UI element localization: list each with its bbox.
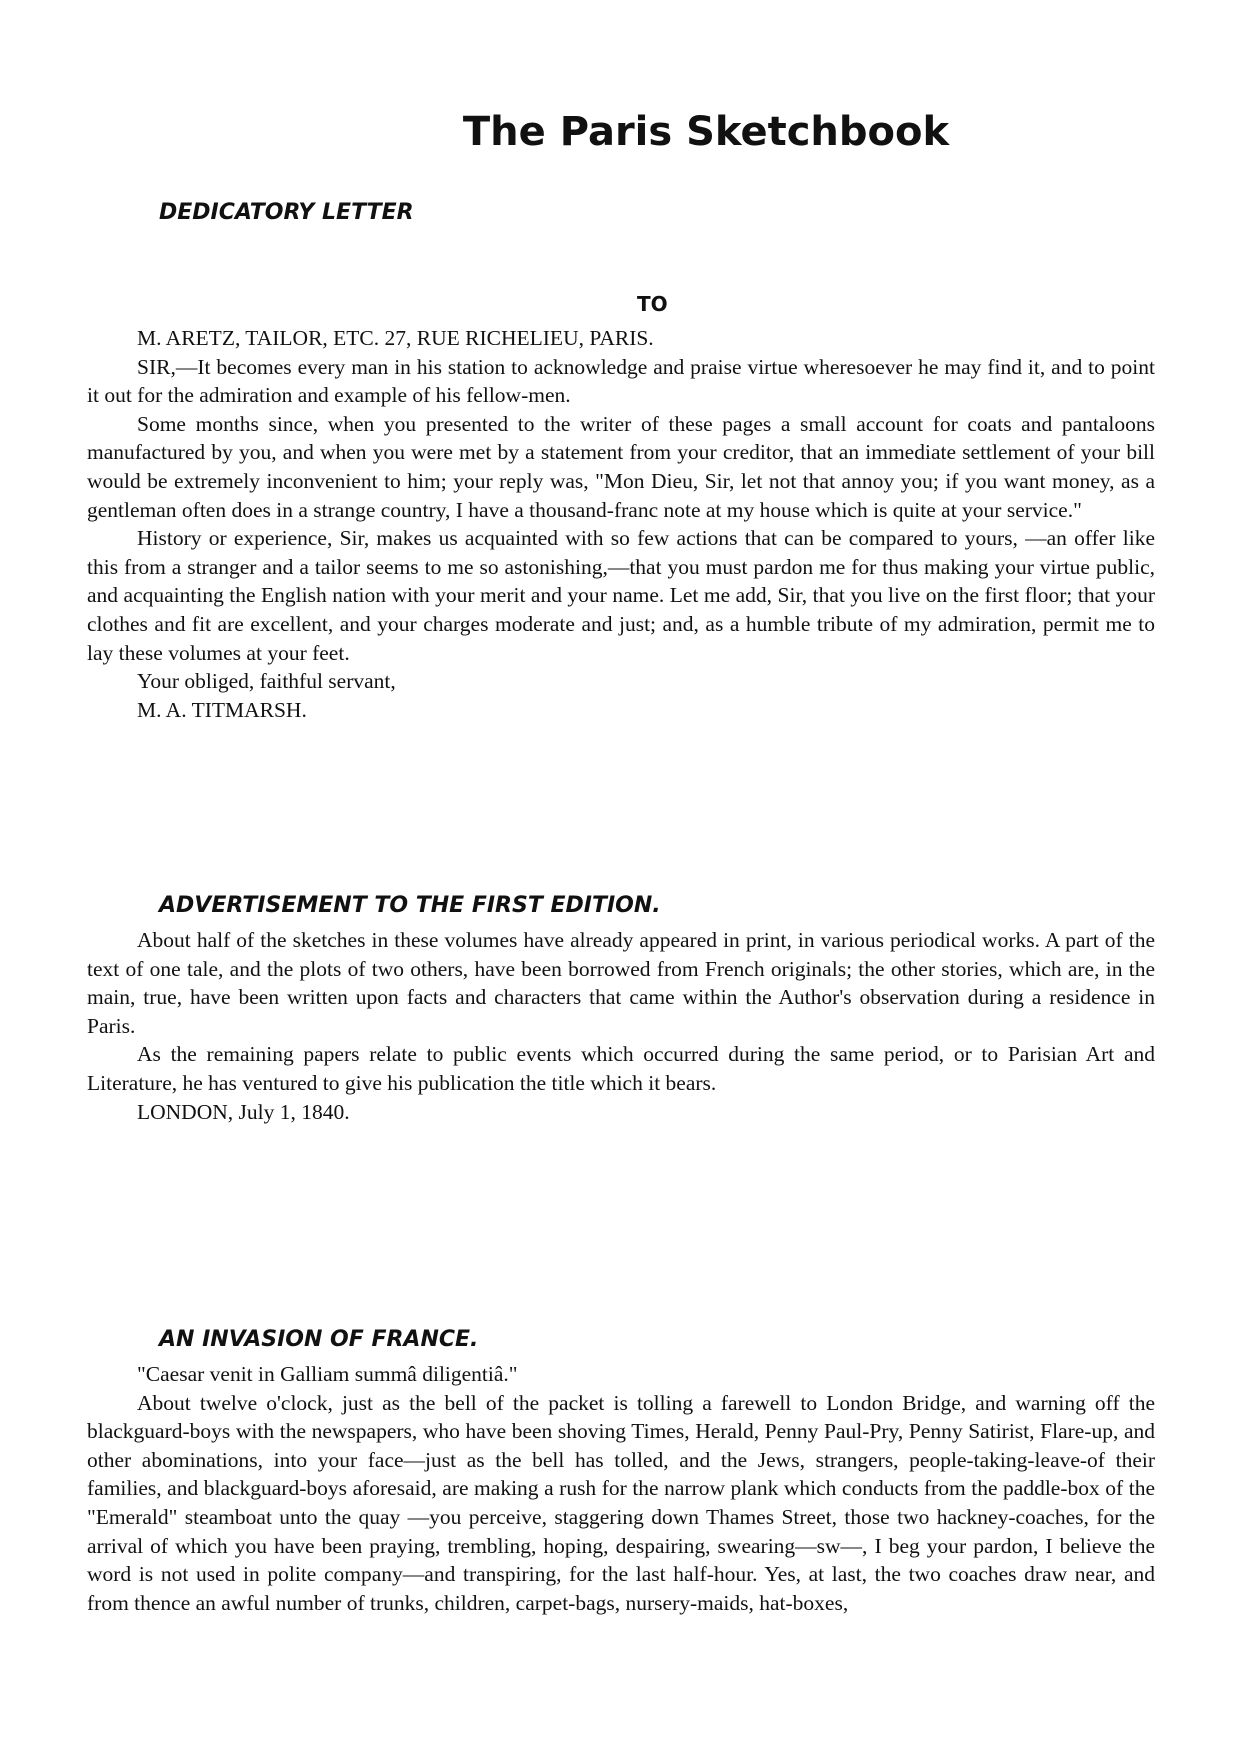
- paragraph: About half of the sketches in these volumes have already appeared in print, in various periodical works. A part of the text of one tale, and the plots of two others, have been borrowed from French originals; the other stories, which are, in the main, true, have been written upon facts and characters that came within the Author's observation during a residence in Paris.: [87, 928, 1155, 1038]
- book-title: The Paris Sketchbook: [462, 109, 950, 155]
- paragraph-dateline: LONDON, July 1, 1840.: [137, 1099, 350, 1124]
- advertisement-body: [87, 926, 1155, 1126]
- paragraph-addressee: M. ARETZ, TAILOR, ETC. 27, RUE RICHELIEU, PARIS.: [137, 326, 654, 350]
- paragraph-epigraph: "Caesar venit in Galliam summâ diligentiâ.": [137, 1362, 518, 1386]
- section-heading-invasion-of-france: AN INVASION OF FRANCE.: [159, 1327, 479, 1352]
- section-heading-dedicatory-letter: DEDICATORY LETTER: [159, 200, 414, 225]
- paragraph: Some months since, when you presented to the writer of these pages a small account for coats and pantaloons manufactured by you, and when you were met by a statement from your creditor, that an immediate settlement of your bill would be extremely inconvenient to him; your reply was, "Mon Dieu, Sir, let not that annoy you; if you want money, as a gentleman often does in a strange country, I have a thousand-franc note at my house which is quite at your service.": [87, 411, 1155, 522]
- paragraph-signature: M. A. TITMARSH.: [137, 697, 307, 722]
- paragraph: As the remaining papers relate to public events which occurred during the same period, or to Parisian Art and Literature, he has ventured to give his publication the title which it bears.: [87, 1042, 1155, 1095]
- section-heading-advertisement: ADVERTISEMENT TO THE FIRST EDITION.: [159, 893, 661, 918]
- paragraph: History or experience, Sir, makes us acquainted with so few actions that can be compared to yours, —an offer like this from a stranger and a tailor seems to me so astonishing,—that you must pardon me for thus making your virtue public, and acquainting the English nation with your merit and your name. Let me add, Sir, that you live on the first floor; that your clothes and fit are excellent, and your charges moderate and just; and, as a humble tribute of my admiration, permit me to lay these volumes at your feet.: [87, 526, 1155, 665]
- invasion-of-france-body: [87, 1360, 1155, 1617]
- section-subheading-to: TO: [637, 292, 668, 316]
- paragraph: About twelve o'clock, just as the bell of the packet is tolling a farewell to London Bridge, and warning off the blackguard-boys with the newspapers, who have been shoving Times, Herald, Penny Paul-Pry, Penny Satirist, Flare-up, and other abominations, into your face—just as the bell has tolled, and the Jews, strangers, people-taking-leave-of their families, and blackguard-boys aforesaid, are making a rush for the narrow plank which conducts from the paddle-box of the "Emerald" steamboat unto the quay —you perceive, staggering down Thames Street, those two hackney-coaches, for the arrival of which you have been praying, trembling, hoping, despairing, swearing—sw—, I beg your pardon, I believe the word is not used in polite company—and transpiring, for the last half-hour. Yes, at last, the two coaches draw near, and from thence an awful number of trunks, children, carpet-bags, nursery-maids, hat-boxes,: [87, 1390, 1155, 1615]
- paragraph: SIR,—It becomes every man in his station to acknowledge and praise virtue wheresoever he may find it, and to point it out for the admiration and example of his fellow-men.: [87, 354, 1155, 408]
- dedicatory-letter-body: [87, 324, 1155, 724]
- paragraph-closing: Your obliged, faithful servant,: [137, 669, 396, 694]
